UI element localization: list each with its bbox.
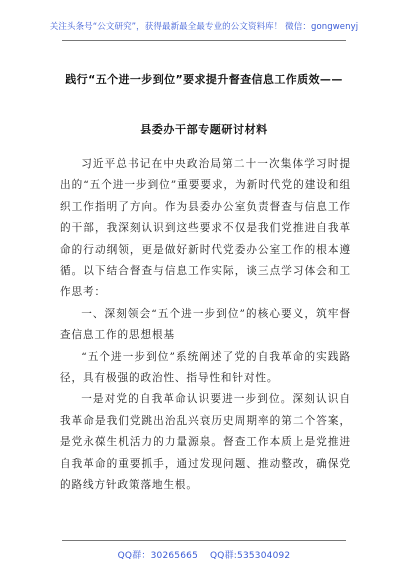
- footer-qq-group-1: QQ群：30265665: [117, 551, 199, 561]
- footer-divider: [62, 540, 346, 541]
- header-promo-note: 关注头条号“公文研究”，获得最新最全最专业的公文资料库！ 微信：gongwenyj: [49, 22, 359, 32]
- header-divider: [62, 40, 346, 41]
- section-heading-1: 一、深刻领会“五个进一步到位”的核心要义，筑牢督查信息工作的思想根基: [60, 307, 351, 342]
- footer-qq-group-2: QQ群:535304092: [210, 551, 291, 561]
- paragraph-overview: “五个进一步到位”系统阐述了党的自我革命的实践路径，具有极强的政治性、指导性和针对性。: [60, 350, 351, 385]
- document-body: [60, 154, 351, 497]
- document-subtitle: 县委办干部专题研讨材料: [140, 123, 268, 136]
- footer-contact: [0, 548, 408, 561]
- paragraph-intro: 习近平总书记在中央政治局第二十一次集体学习时提出的“五个进一步到位”重要要求，为新时代党的建设和组织工作指明了方向。作为县委办公室负责督查与信息工作的干部，我深刻认识到这些要求不仅是我们党推进自我革命的行动纲领，更是做好新时代党委办公室工作的根本遵循。以下结合督查与信息工作实际，谈三点学习体会和工作思考：: [60, 158, 351, 299]
- paragraph-point-1: 一是对党的自我革命认识要进一步到位。深刻认识自我革命是我们党跳出治乱兴衰历史周期率的第二个答案，是党永葆生机活力的力量源泉。督查工作本质上是党推进自我革命的重要抓手，通过发现问题、推动整改，确保党的路线方针政策落地生根。: [60, 393, 351, 492]
- document-title: 践行“五个进一步到位”要求提升督查信息工作质效——: [65, 73, 343, 86]
